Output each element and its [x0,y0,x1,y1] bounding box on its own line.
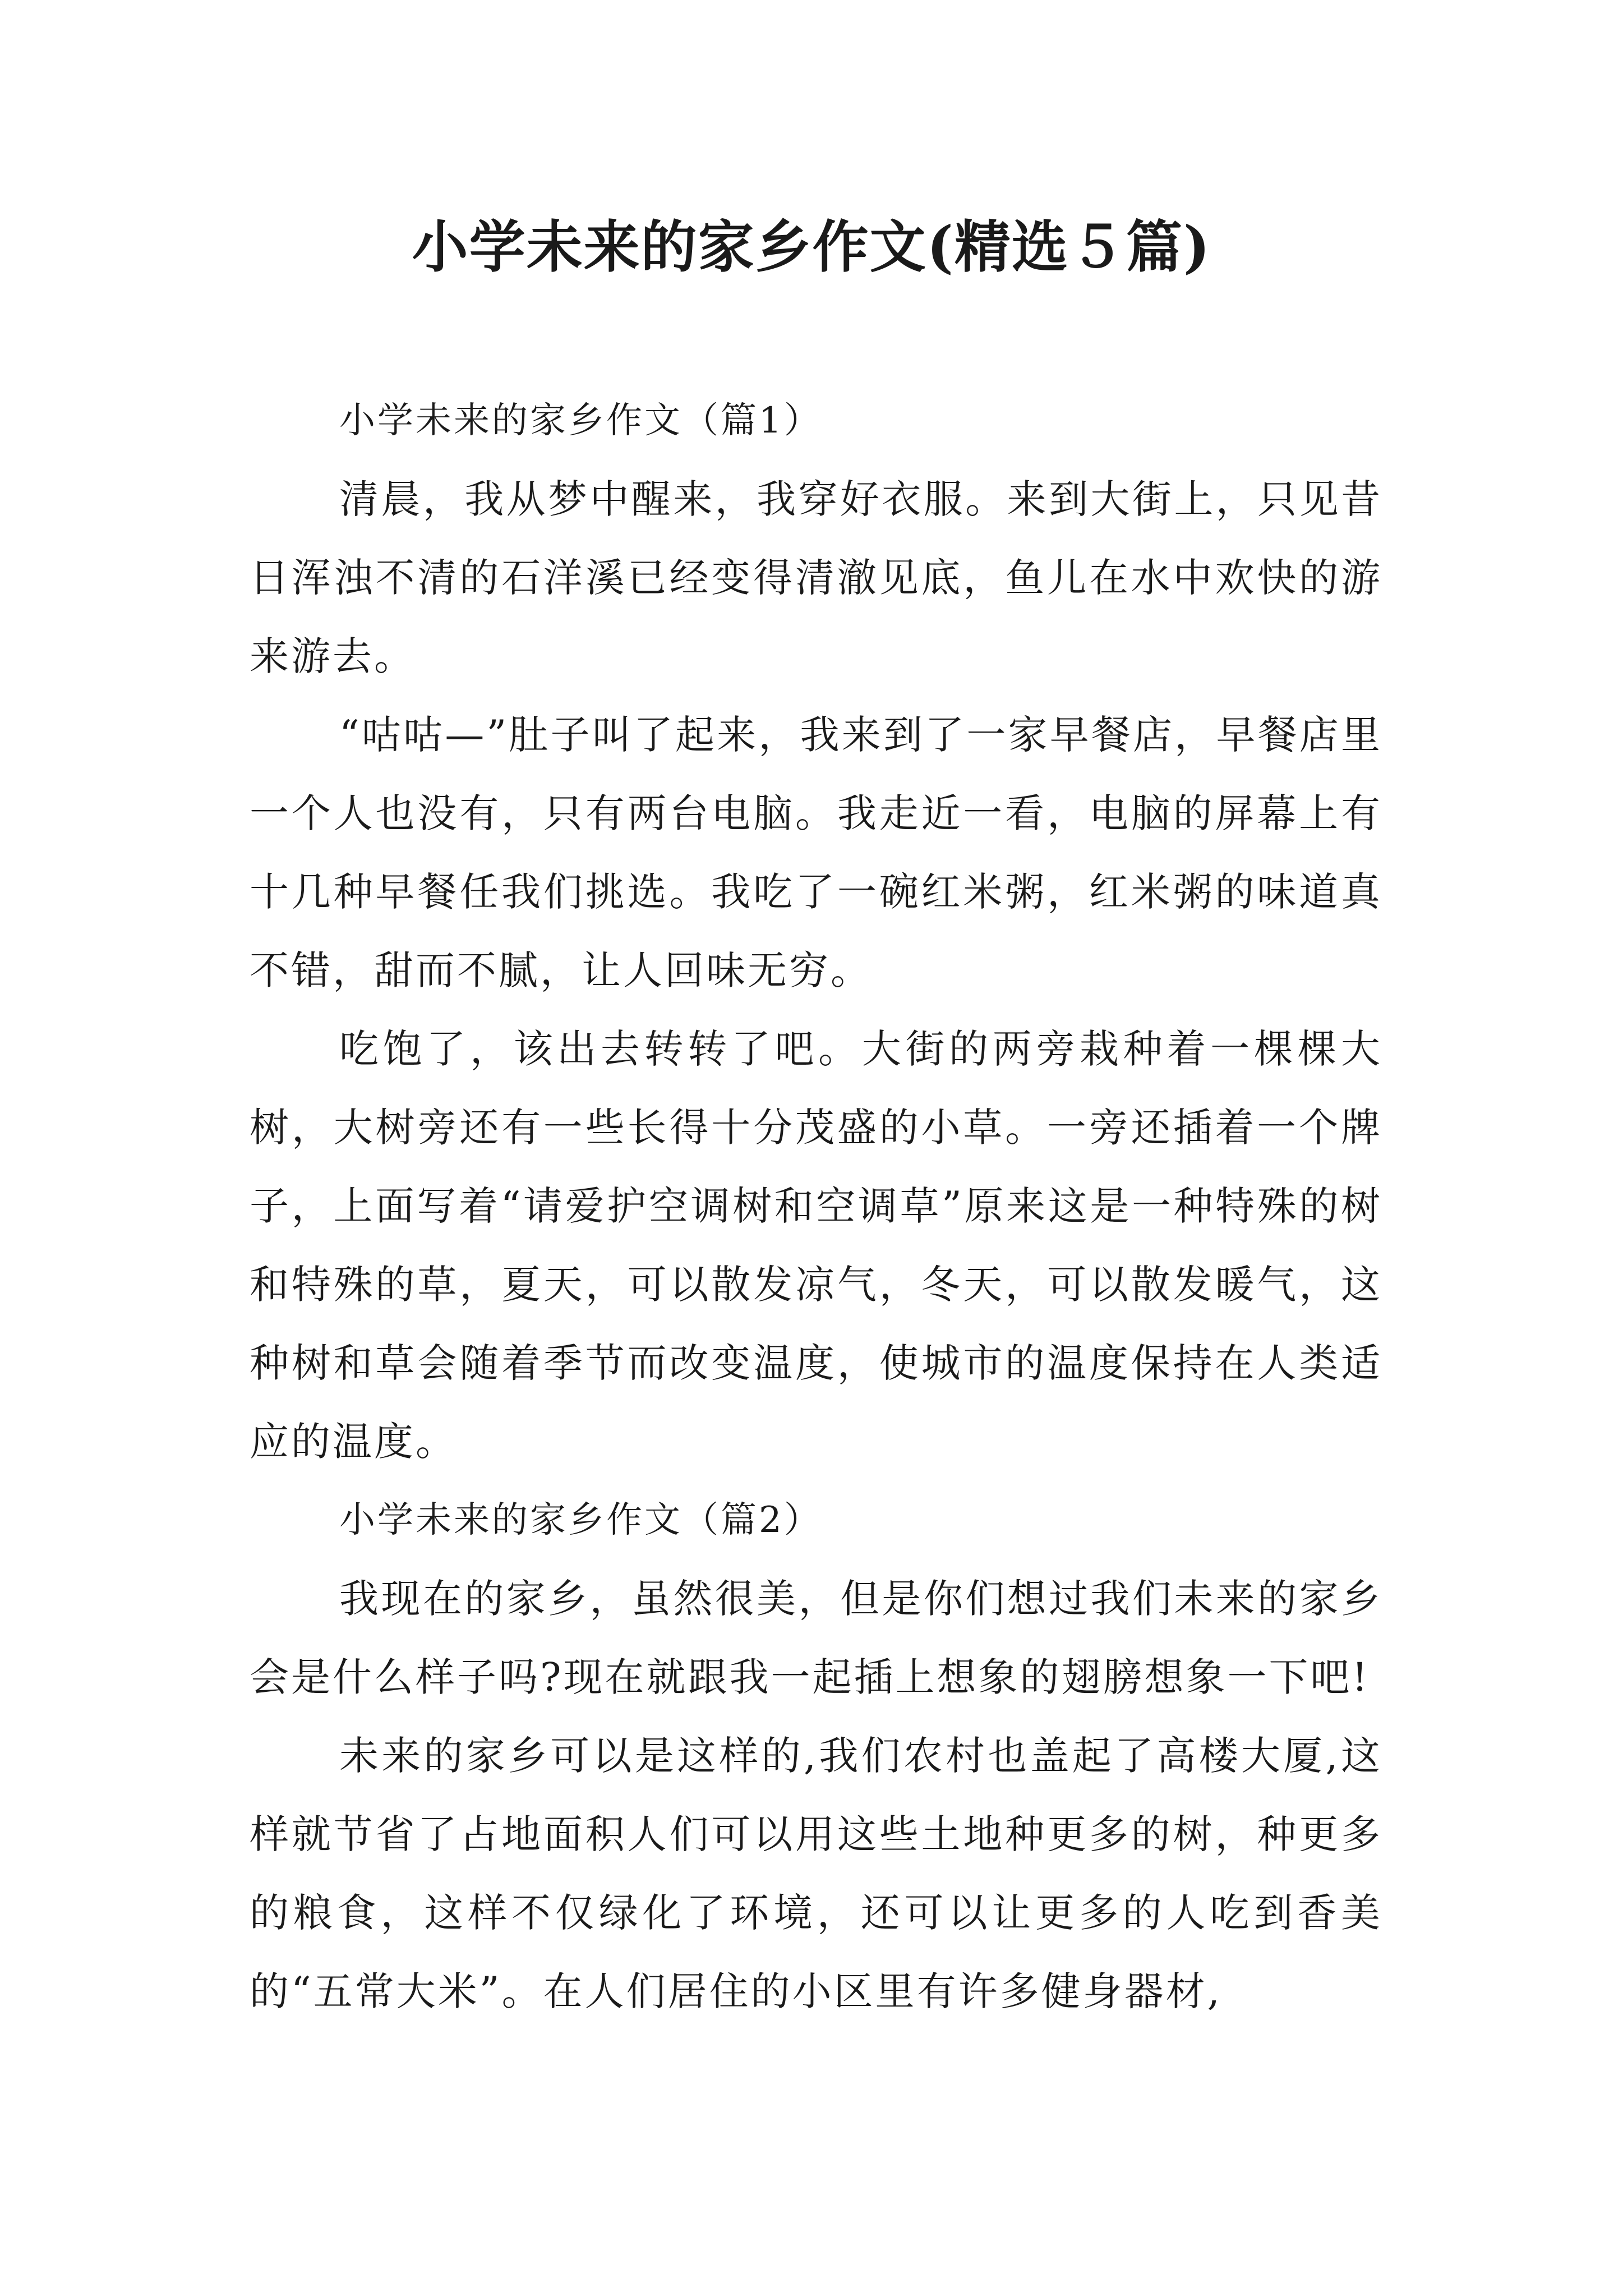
section-heading-2: 小学未来的家乡作文（篇2） [339,1499,822,1541]
paragraph: 我现在的家乡，虽然很美，但是你们想过我们未来的家乡会是什么样子吗?现在就跟我一起插上想象的翅膀想象一下吧! [250,1576,1382,1700]
paragraph: 吃饱了，该出去转转了吧。大街的两旁栽种着一棵棵大树，大树旁还有一些长得十分茂盛的小草。一旁还插着一个牌子，上面写着“请爱护空调树和空调草”原来这是一种特殊的树和特殊的草，夏天，可以散发凉气，冬天，可以散发暖气，这种树和草会随着季节而改变温度，使城市的温度保持在人类适应的温度。 [250,1026,1382,1465]
paragraph: 清晨，我从梦中醒来，我穿好衣服。来到大街上，只见昔日浑浊不清的石洋溪已经变得清澈见底，鱼儿在水中欢快的游来游去。 [250,476,1382,679]
paragraph: 未来的家乡可以是这样的,我们农村也盖起了高楼大厦,这样就节省了占地面积人们可以用这些土地种更多的树，种更多的粮食，这样不仅绿化了环境，还可以让更多的人吃到香美的“五常大米”。在人们居住的小区里有许多健身器材, [250,1733,1382,2014]
document-body [250,381,1382,2031]
section-heading-1: 小学未来的家乡作文（篇1） [339,400,822,441]
document-title: 小学未来的家乡作文(精选５篇) [412,214,1211,280]
paragraph: “咕咕—”肚子叫了起来，我来到了一家早餐店，早餐店里一个人也没有，只有两台电脑。我走近一看，电脑的屏幕上有十几种早餐任我们挑选。我吃了一碗红米粥，红米粥的味道真不错，甜而不腻，让人回味无穷。 [250,712,1382,993]
